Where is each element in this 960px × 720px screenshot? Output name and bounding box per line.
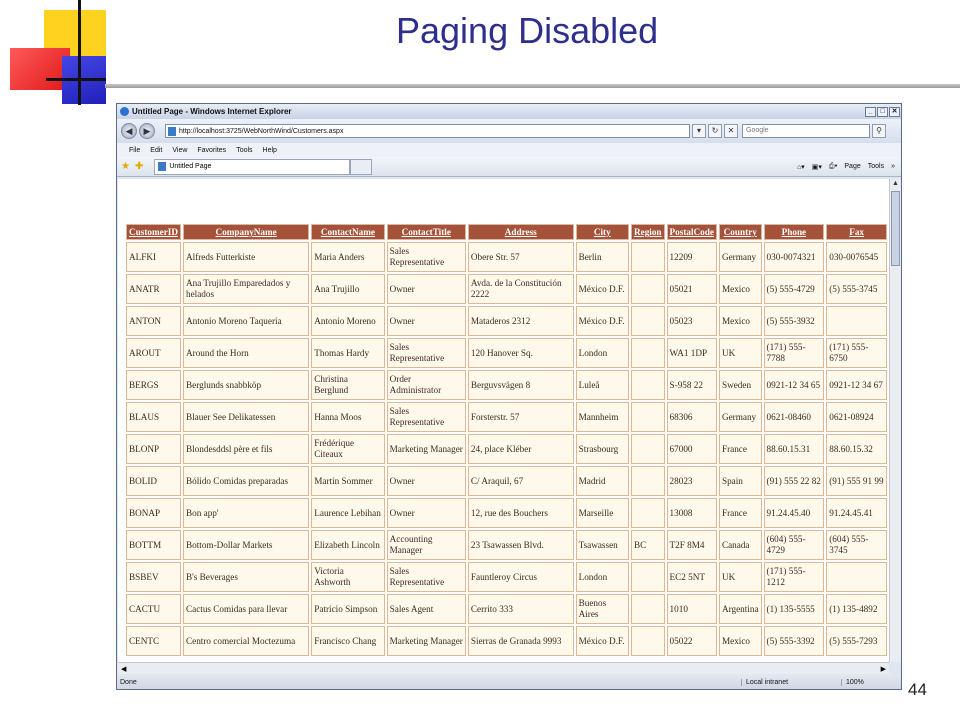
- cell-postal-code: WA1 1DP: [667, 338, 717, 368]
- status-text: Done: [120, 678, 137, 686]
- search-icon[interactable]: ⚲: [872, 124, 886, 138]
- decor-horizontal-line: [46, 78, 106, 81]
- cell-customer-id: BSBEV: [126, 562, 181, 592]
- cell-fax: 030-0076545: [826, 242, 887, 272]
- cell-postal-code: T2F 8M4: [667, 530, 717, 560]
- cell-fax: [826, 562, 887, 592]
- cell-contact-title: Sales Representative: [387, 242, 466, 272]
- cell-region: [631, 402, 665, 432]
- cell-contact-title: Order Administrator: [387, 370, 466, 400]
- cell-phone: (171) 555-1212: [764, 562, 825, 592]
- cell-city: México D.F.: [576, 306, 629, 336]
- cell-company-name: Centro comercial Moctezuma: [183, 626, 309, 656]
- cell-country: Spain: [719, 466, 762, 496]
- page-icon: [168, 127, 176, 136]
- cell-city: Luleå: [576, 370, 629, 400]
- favorites-star-icon[interactable]: ★: [121, 161, 130, 172]
- cell-city: México D.F.: [576, 274, 629, 304]
- cell-country: Mexico: [719, 626, 762, 656]
- cell-address: 24, place Kléber: [468, 434, 574, 464]
- cell-customer-id: ANATR: [126, 274, 181, 304]
- menu-tools[interactable]: Tools: [236, 146, 253, 154]
- more-chevron-icon[interactable]: »: [891, 163, 895, 170]
- search-input[interactable]: Google: [742, 124, 870, 138]
- address-field[interactable]: [165, 124, 690, 138]
- back-icon[interactable]: ◀: [121, 123, 137, 139]
- cell-contact-title: Sales Representative: [387, 402, 466, 432]
- cell-phone: (5) 555-3392: [764, 626, 825, 656]
- cell-company-name: Cactus Comidas para llevar: [183, 594, 309, 624]
- cell-region: [631, 242, 665, 272]
- header-row: [126, 224, 887, 240]
- cell-contact-title: Sales Representative: [387, 562, 466, 592]
- cell-contact-title: Accounting Manager: [387, 530, 466, 560]
- cell-city: Tsawassen: [576, 530, 629, 560]
- cell-city: Madrid: [576, 466, 629, 496]
- cell-contact-title: Sales Representative: [387, 338, 466, 368]
- cell-phone: (91) 555 22 82: [764, 466, 825, 496]
- refresh-icon[interactable]: ↻: [708, 124, 722, 138]
- maximize-button[interactable]: □: [877, 107, 888, 117]
- cell-country: Mexico: [719, 274, 762, 304]
- cell-city: Mannheim: [576, 402, 629, 432]
- slide-number: 44: [908, 680, 927, 699]
- cell-country: France: [719, 434, 762, 464]
- cell-contact-name: Ana Trujillo: [311, 274, 384, 304]
- cell-fax: (604) 555-3745: [826, 530, 887, 560]
- cell-country: Mexico: [719, 306, 762, 336]
- cell-fax: (91) 555 91 99: [826, 466, 887, 496]
- cell-phone: (5) 555-4729: [764, 274, 825, 304]
- cell-contact-title: Marketing Manager: [387, 626, 466, 656]
- cell-company-name: Bon app': [183, 498, 309, 528]
- cell-contact-name: Frédérique Citeaux: [311, 434, 384, 464]
- cell-customer-id: BERGS: [126, 370, 181, 400]
- cell-customer-id: BLAUS: [126, 402, 181, 432]
- cell-contact-name: Victoria Ashworth: [311, 562, 384, 592]
- cell-contact-name: Antonio Moreno: [311, 306, 384, 336]
- cell-phone: 91.24.45.40: [764, 498, 825, 528]
- scroll-left-icon[interactable]: ◀: [121, 665, 127, 673]
- ie-logo-icon: [120, 107, 129, 116]
- column-header-company-name[interactable]: CompanyName: [183, 224, 309, 240]
- cell-contact-title: Owner: [387, 466, 466, 496]
- address-toolbar: [117, 119, 901, 143]
- cell-customer-id: ALFKI: [126, 242, 181, 272]
- column-header-customer-id[interactable]: CustomerID: [126, 224, 181, 240]
- cell-contact-name: Laurence Lebihan: [311, 498, 384, 528]
- cell-fax: 0621-08924: [826, 402, 887, 432]
- cell-city: Strasbourg: [576, 434, 629, 464]
- cell-contact-name: Thomas Hardy: [311, 338, 384, 368]
- close-button[interactable]: ✕: [889, 107, 900, 117]
- decor-red-square: [10, 48, 70, 90]
- cell-fax: (5) 555-7293: [826, 626, 887, 656]
- cell-city: London: [576, 338, 629, 368]
- cell-address: Berguvsvägen 8: [468, 370, 574, 400]
- status-bar: [117, 674, 901, 690]
- cell-contact-title: Marketing Manager: [387, 434, 466, 464]
- cell-city: Buenos Aires: [576, 594, 629, 624]
- forward-icon[interactable]: ▶: [139, 123, 155, 139]
- cell-city: México D.F.: [576, 626, 629, 656]
- cell-postal-code: 13008: [667, 498, 717, 528]
- cell-customer-id: CENTC: [126, 626, 181, 656]
- cell-phone: 0921-12 34 65: [764, 370, 825, 400]
- cell-customer-id: BONAP: [126, 498, 181, 528]
- scroll-right-icon[interactable]: ▶: [880, 665, 886, 673]
- column-header-phone[interactable]: Phone: [764, 224, 825, 240]
- cell-company-name: Berglunds snabbköp: [183, 370, 309, 400]
- table-row: [126, 338, 887, 368]
- cell-customer-id: CACTU: [126, 594, 181, 624]
- cell-company-name: B's Beverages: [183, 562, 309, 592]
- cell-postal-code: 05021: [667, 274, 717, 304]
- cell-fax: (5) 555-3745: [826, 274, 887, 304]
- cell-postal-code: 05023: [667, 306, 717, 336]
- table-row: [126, 562, 887, 592]
- print-icon[interactable]: ⎙▾: [828, 162, 838, 170]
- cell-region: [631, 626, 665, 656]
- cell-country: Germany: [719, 402, 762, 432]
- cell-company-name: Blondesddsl père et fils: [183, 434, 309, 464]
- cell-address: Obere Str. 57: [468, 242, 574, 272]
- url-text: http://localhost:3725/WebNorthWind/Customers.aspx: [179, 127, 344, 135]
- column-header-city[interactable]: City: [576, 224, 629, 240]
- cell-company-name: Bólido Comidas preparadas: [183, 466, 309, 496]
- table-row: [126, 274, 887, 304]
- scroll-up-icon[interactable]: ▲: [892, 180, 899, 187]
- cell-contact-name: Christina Berglund: [311, 370, 384, 400]
- cell-region: [631, 274, 665, 304]
- cell-country: Canada: [719, 530, 762, 560]
- customers-gridview: [124, 222, 889, 658]
- feeds-icon[interactable]: ▣▾: [811, 163, 822, 171]
- address-dropdown-icon[interactable]: ▾: [692, 124, 706, 138]
- cell-address: Fauntleroy Circus: [468, 562, 574, 592]
- column-header-contact-title[interactable]: ContactTitle: [387, 224, 466, 240]
- cell-phone: 88.60.15.31: [764, 434, 825, 464]
- cell-customer-id: AROUT: [126, 338, 181, 368]
- zoom-level[interactable]: 100%: [841, 679, 901, 686]
- cell-address: Mataderos 2312: [468, 306, 574, 336]
- window-title: Untitled Page - Windows Internet Explorer: [132, 107, 292, 116]
- cell-region: [631, 306, 665, 336]
- tab-page-icon: [158, 162, 166, 171]
- table-row: [126, 498, 887, 528]
- tab-untitled-page[interactable]: [154, 159, 350, 175]
- cell-country: Germany: [719, 242, 762, 272]
- table-row: [126, 242, 887, 272]
- cell-company-name: Alfreds Futterkiste: [183, 242, 309, 272]
- column-header-country[interactable]: Country: [719, 224, 762, 240]
- cell-company-name: Bottom-Dollar Markets: [183, 530, 309, 560]
- slide-title: Paging Disabled: [396, 10, 659, 51]
- cell-postal-code: 68306: [667, 402, 717, 432]
- add-favorite-icon[interactable]: ✚: [134, 161, 144, 172]
- cell-country: Sweden: [719, 370, 762, 400]
- column-header-address[interactable]: Address: [468, 224, 574, 240]
- vertical-scroll-thumb[interactable]: [891, 191, 900, 266]
- table-row: [126, 466, 887, 496]
- cell-address: Forsterstr. 57: [468, 402, 574, 432]
- menu-edit[interactable]: Edit: [150, 146, 163, 154]
- cell-city: Berlin: [576, 242, 629, 272]
- cell-contact-title: Sales Agent: [387, 594, 466, 624]
- cell-company-name: Blauer See Delikatessen: [183, 402, 309, 432]
- decor-vertical-line: [78, 0, 81, 105]
- cell-city: Marseille: [576, 498, 629, 528]
- column-header-fax[interactable]: Fax: [826, 224, 887, 240]
- cell-contact-name: Patricio Simpson: [311, 594, 384, 624]
- cell-phone: 030-0074321: [764, 242, 825, 272]
- cell-customer-id: BOTTM: [126, 530, 181, 560]
- cell-region: [631, 338, 665, 368]
- column-header-postal-code[interactable]: PostalCode: [667, 224, 717, 240]
- cell-fax: [826, 306, 887, 336]
- cell-fax: 0921-12 34 67: [826, 370, 887, 400]
- cell-contact-name: Elizabeth Lincoln: [311, 530, 384, 560]
- cell-address: C/ Araquil, 67: [468, 466, 574, 496]
- cell-region: [631, 466, 665, 496]
- menu-file[interactable]: File: [129, 146, 141, 154]
- cell-city: London: [576, 562, 629, 592]
- cell-postal-code: 1010: [667, 594, 717, 624]
- cell-phone: (171) 555-7788: [764, 338, 825, 368]
- tab-title: Untitled Page: [169, 163, 212, 170]
- horizontal-scrollbar[interactable]: [118, 662, 889, 674]
- table-row: [126, 370, 887, 400]
- table-row: [126, 626, 887, 656]
- stop-icon[interactable]: ✕: [724, 124, 738, 138]
- cell-company-name: Ana Trujillo Emparedados y helados: [183, 274, 309, 304]
- cell-phone: (1) 135-5555: [764, 594, 825, 624]
- cell-region: BC: [631, 530, 665, 560]
- menu-help[interactable]: Help: [262, 146, 277, 154]
- cell-country: UK: [719, 562, 762, 592]
- cell-postal-code: 28023: [667, 466, 717, 496]
- cell-contact-name: Martín Sommer: [311, 466, 384, 496]
- minimize-button[interactable]: _: [865, 107, 876, 117]
- title-bar: [117, 104, 901, 119]
- table-row: [126, 402, 887, 432]
- cell-contact-name: Hanna Moos: [311, 402, 384, 432]
- cell-phone: (5) 555-3932: [764, 306, 825, 336]
- cell-country: Argentina: [719, 594, 762, 624]
- cell-region: [631, 498, 665, 528]
- cell-contact-title: Owner: [387, 306, 466, 336]
- cell-address: 12, rue des Bouchers: [468, 498, 574, 528]
- cell-fax: (171) 555-6750: [826, 338, 887, 368]
- cell-fax: (1) 135-4892: [826, 594, 887, 624]
- cell-region: [631, 370, 665, 400]
- cell-address: Sierras de Granada 9993: [468, 626, 574, 656]
- cell-contact-title: Owner: [387, 498, 466, 528]
- page-menu[interactable]: Page: [844, 163, 861, 170]
- cell-postal-code: S-958 22: [667, 370, 717, 400]
- table-row: [126, 594, 887, 624]
- cell-customer-id: BOLID: [126, 466, 181, 496]
- cell-fax: 91.24.45.41: [826, 498, 887, 528]
- cell-postal-code: 67000: [667, 434, 717, 464]
- cell-country: UK: [719, 338, 762, 368]
- cell-region: [631, 562, 665, 592]
- favorites-bar: [117, 157, 901, 177]
- column-header-contact-name[interactable]: ContactName: [311, 224, 384, 240]
- menu-favorites[interactable]: Favorites: [197, 146, 227, 154]
- table-row: [126, 434, 887, 464]
- cell-customer-id: ANTON: [126, 306, 181, 336]
- menu-view[interactable]: View: [172, 146, 188, 154]
- cell-postal-code: EC2 5NT: [667, 562, 717, 592]
- cell-region: [631, 434, 665, 464]
- cell-postal-code: 05022: [667, 626, 717, 656]
- cell-address: Avda. de la Constitución 2222: [468, 274, 574, 304]
- cell-company-name: Around the Horn: [183, 338, 309, 368]
- browser-window: [116, 103, 902, 690]
- new-tab-button[interactable]: [350, 159, 372, 175]
- title-underline-rule: [105, 84, 960, 88]
- home-icon[interactable]: ⌂▾: [796, 163, 805, 171]
- security-zone: Local intranet: [741, 679, 841, 686]
- cell-phone: 0621-08460: [764, 402, 825, 432]
- cell-postal-code: 12209: [667, 242, 717, 272]
- cell-contact-name: Francisco Chang: [311, 626, 384, 656]
- cell-contact-title: Owner: [387, 274, 466, 304]
- table-row: [126, 306, 887, 336]
- cell-country: France: [719, 498, 762, 528]
- cell-region: [631, 594, 665, 624]
- column-header-region[interactable]: Region: [631, 224, 665, 240]
- command-bar: [790, 163, 901, 171]
- page-content: [118, 179, 889, 662]
- table-row: [126, 530, 887, 560]
- cell-address: Cerrito 333: [468, 594, 574, 624]
- cell-customer-id: BLONP: [126, 434, 181, 464]
- tools-menu[interactable]: Tools: [867, 163, 885, 170]
- cell-company-name: Antonio Moreno Taquería: [183, 306, 309, 336]
- vertical-scrollbar[interactable]: [889, 179, 901, 662]
- cell-phone: (604) 555-4729: [764, 530, 825, 560]
- cell-address: 23 Tsawassen Blvd.: [468, 530, 574, 560]
- cell-contact-name: Maria Anders: [311, 242, 384, 272]
- menu-bar: [117, 143, 901, 157]
- cell-address: 120 Hanover Sq.: [468, 338, 574, 368]
- cell-fax: 88.60.15.32: [826, 434, 887, 464]
